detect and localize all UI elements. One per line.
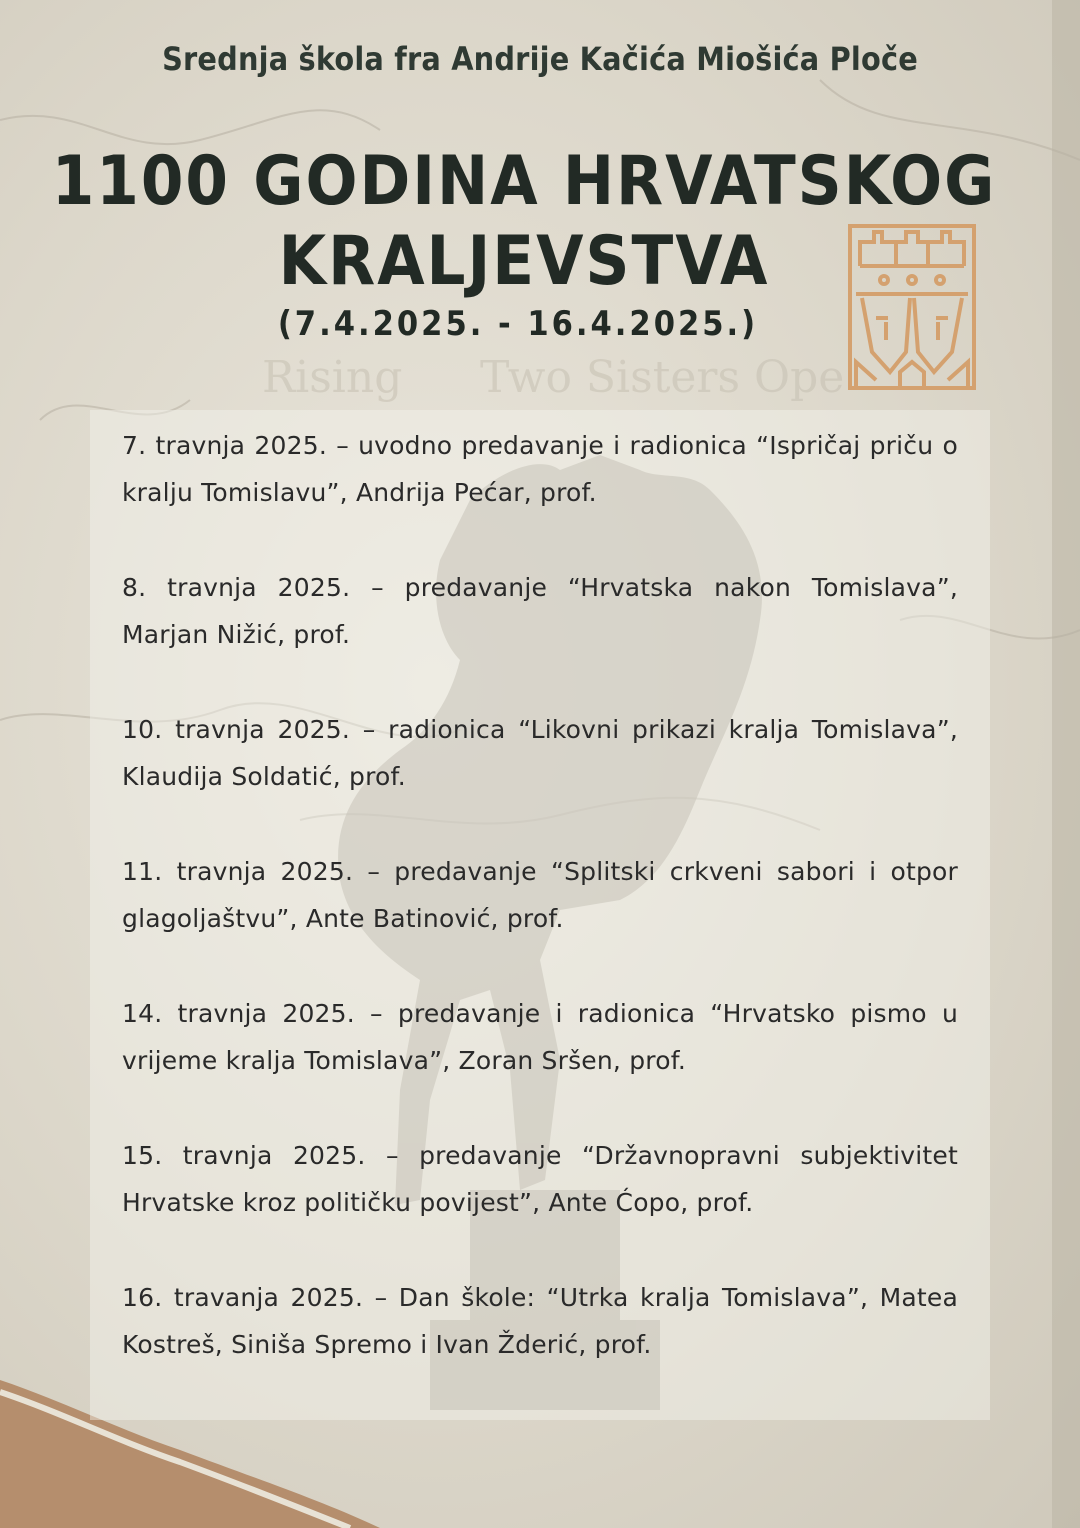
school-name: Srednja škola fra Andrije Kačića Miošića Ploče bbox=[162, 40, 918, 78]
event-item-apr-10: 10. travnja 2025. – radionica “Likovni prikazi kralja Tomislava”, Klaudija Soldatić, prof. bbox=[122, 715, 958, 791]
svg-text:Two Sisters Ope: Two Sisters Ope bbox=[480, 352, 845, 403]
events-list bbox=[122, 422, 958, 1416]
event-item-apr-7: 7. travnja 2025. – uvodno predavanje i radionica “Ispričaj priču o kralju Tomislavu”, Andrija Pećar, prof. bbox=[122, 431, 958, 507]
title-line-2: KRALJEVSTVA bbox=[278, 222, 770, 301]
date-range: (7.4.2025. - 16.4.2025.) bbox=[277, 304, 759, 344]
event-item-apr-11: 11. travnja 2025. – predavanje “Splitski crkveni sabori i otpor glagoljaštvu”, Ante Batinović, prof. bbox=[122, 857, 958, 933]
event-item-apr-16: 16. travanja 2025. – Dan škole: “Utrka kralja Tomislava”, Matea Kostreš, Siniša Spremo i Ivan Žderić, prof. bbox=[122, 1283, 958, 1359]
event-item-apr-14: 14. travnja 2025. – predavanje i radionica “Hrvatsko pismo u vrijeme kralja Tomislava”, Zoran Sršen, prof. bbox=[122, 999, 958, 1075]
title-line-1: 1100 GODINA HRVATSKOG bbox=[51, 142, 997, 221]
event-item-apr-15: 15. travnja 2025. – predavanje “Državnopravni subjektivitet Hrvatske kroz političku povijest”, Ante Ćopo, prof. bbox=[122, 1141, 958, 1217]
svg-text:Rising: Rising bbox=[262, 352, 403, 403]
event-item-apr-8: 8. travnja 2025. – predavanje “Hrvatska nakon Tomislava”, Marjan Nižić, prof. bbox=[122, 573, 958, 649]
crown-kings-icon bbox=[846, 222, 978, 392]
